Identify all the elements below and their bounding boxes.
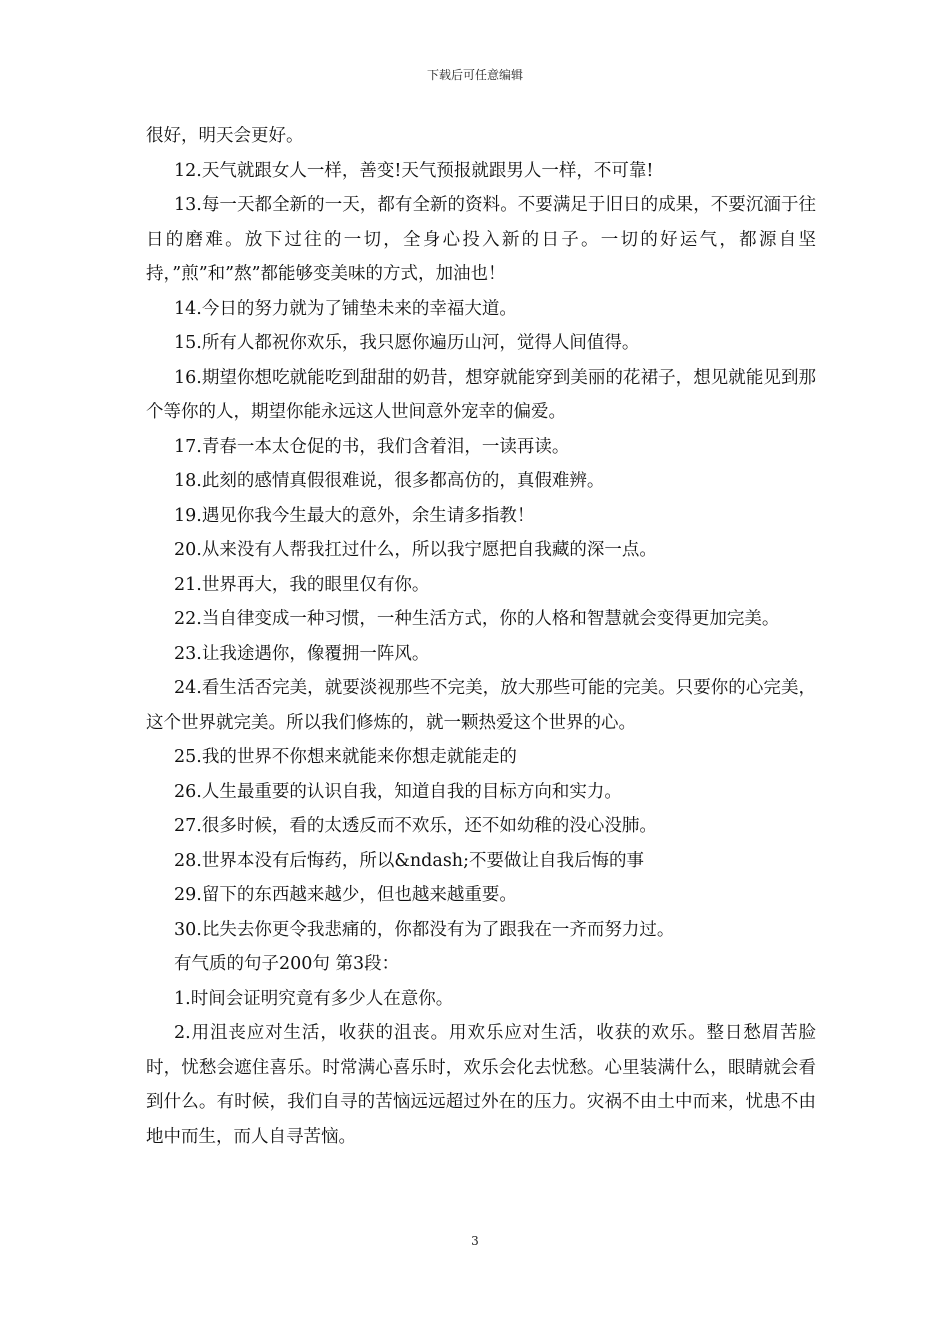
paragraph: 27.很多时候，看的太透反而不欢乐，还不如幼稚的没心没肺。 (174, 816, 657, 836)
paragraph: 28.世界本没有后悔药，所以&ndash;不要做让自我后悔的事 (174, 850, 644, 871)
paragraph: 25.我的世界不你想来就能来你想走就能走的 (174, 747, 517, 767)
paragraph: 23.让我途遇你，像覆拥一阵风。 (174, 643, 430, 664)
page-header: 下载后可任意编辑 (426, 68, 523, 82)
paragraph: 17.青春一本太仓促的书，我们含着泪，一读再读。 (174, 436, 570, 457)
paragraph: 13.每一天都全新的一天，都有全新的资料。不要满足于旧日的成果，不要沉湎于往日的磨难。放下过往的一切，全身心投入新的日子。一切的好运气，都源自坚持，”煎”和”熬”都能够变美味的方式，加油也！ (146, 195, 816, 284)
paragraph: 19.遇见你我今生最大的意外，余生请多指教！ (174, 505, 535, 526)
paragraph: 22.当自律变成一种习惯，一种生活方式，你的人格和智慧就会变得更加完美。 (174, 609, 780, 629)
paragraph: 2.用沮丧应对生活，收获的沮丧。用欢乐应对生活，收获的欢乐。整日愁眉苦脸时，忧愁会遮住喜乐。时常满心喜乐时，欢乐会化去忧愁。心里装满什么，眼睛就会看到什么。有时候，我们自寻的苦恼远远超过外在的压力。灾祸不由土中而来，忧患不由地中而生，而人自寻苦恼。 (146, 1023, 816, 1147)
paragraph: 很好，明天会更好。 (146, 126, 304, 146)
paragraph: 15.所有人都祝你欢乐，我只愿你遍历山河，觉得人间值得。 (174, 333, 640, 353)
section-heading: 有气质的句子200句 第3段： (174, 954, 400, 974)
paragraph: 26.人生最重要的认识自我，知道自我的目标方向和实力。 (174, 781, 622, 802)
paragraph: 21.世界再大，我的眼里仅有你。 (174, 574, 430, 595)
paragraph: 20.从来没有人帮我扛过什么，所以我宁愿把自我藏的深一点。 (174, 540, 657, 560)
paragraph: 30.比失去你更令我悲痛的，你都没有为了跟我在一齐而努力过。 (174, 919, 675, 940)
paragraph: 29.留下的东西越来越少，但也越来越重要。 (174, 885, 517, 905)
page-number: 3 (471, 1234, 479, 1248)
paragraph: 14.今日的努力就为了铺垫未来的幸福大道。 (174, 298, 517, 319)
document-body (146, 119, 816, 1154)
paragraph: 18.此刻的感情真假很难说，很多都高仿的，真假难辨。 (174, 471, 605, 491)
paragraph: 1.时间会证明究竟有多少人在意你。 (174, 988, 454, 1009)
paragraph: 16.期望你想吃就能吃到甜甜的奶昔，想穿就能穿到美丽的花裙子，想见就能见到那个等你的人，期望你能永远这人世间意外宠幸的偏爱。 (146, 367, 816, 422)
paragraph: 12.天气就跟女人一样，善变!天气预报就跟男人一样，不可靠! (174, 160, 654, 181)
paragraph: 24.看生活否完美，就要淡视那些不完美，放大那些可能的完美。只要你的心完美，这个世界就完美。所以我们修炼的，就一颗热爱这个世界的心。 (146, 678, 816, 733)
